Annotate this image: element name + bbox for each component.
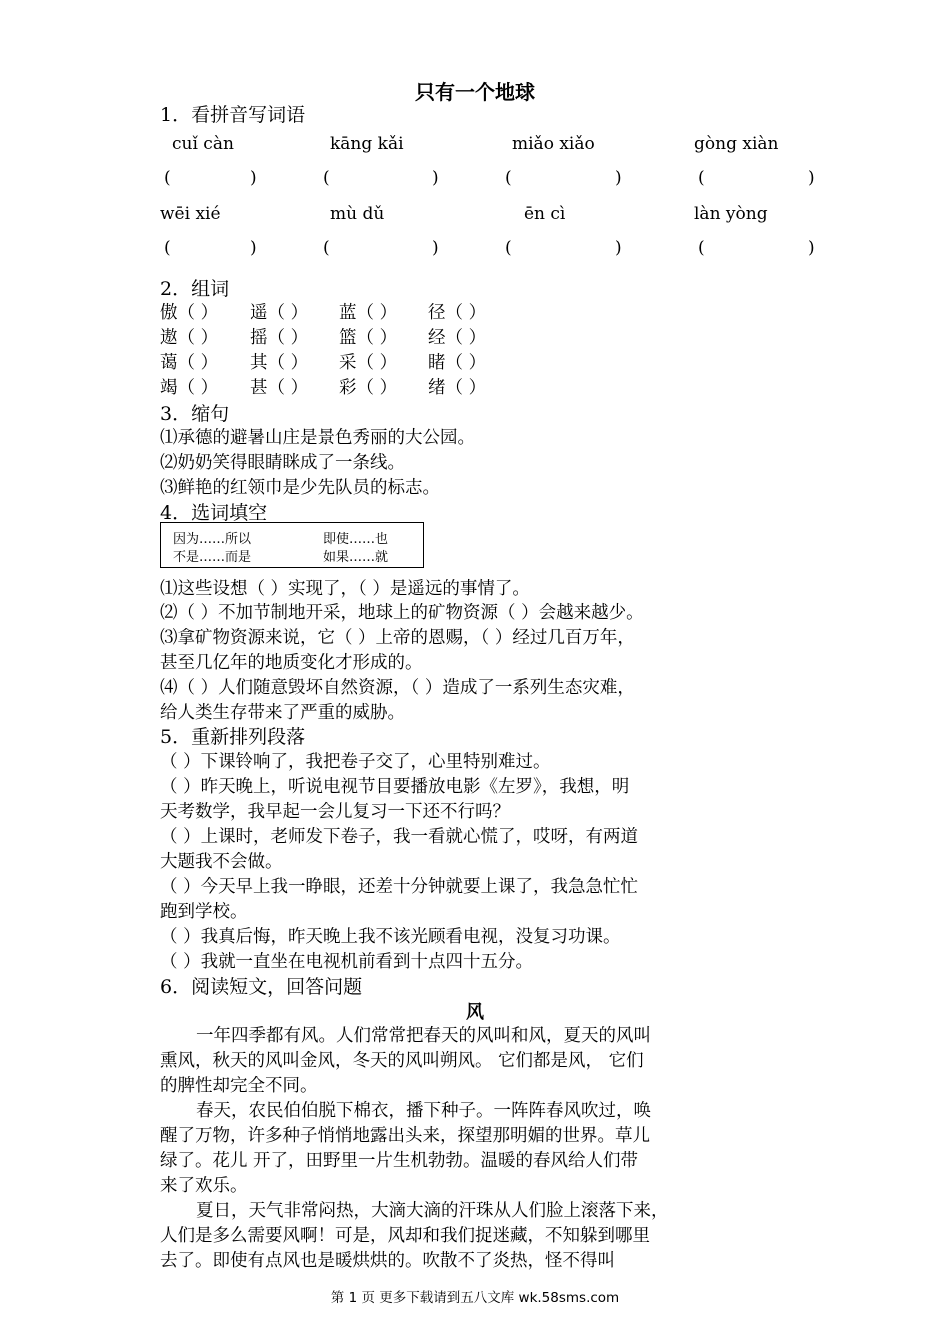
text-line: ⑵（ ）不加节制地开采，地球上的矿物资源（ ）会越来越少。	[160, 603, 644, 623]
word-item: 采（ ）	[339, 353, 398, 373]
word-item: 经（ ）	[428, 328, 487, 348]
pinyin-item: mù dǔ	[330, 204, 385, 224]
word-item: 径（ ）	[428, 303, 487, 323]
word-item: 遥（ ）	[250, 303, 309, 323]
text-line: 大题我不会做。	[160, 852, 283, 872]
pinyin-item: gòng xiàn	[694, 134, 779, 154]
section-6-heading: 6．阅读短文，回答问题	[160, 976, 363, 998]
text-line: 甚至几亿年的地质变化才形成的。	[160, 653, 423, 673]
section-2-heading: 2．组词	[160, 278, 230, 300]
text-line: ⑶鲜艳的红领巾是少先队员的标志。	[160, 478, 440, 498]
word-item: 蔼（ ）	[160, 353, 219, 373]
text-line: 跑到学校。	[160, 902, 248, 922]
word-item: 彩（ ）	[339, 378, 398, 398]
word-item: 竭（ ）	[160, 378, 219, 398]
page-title: 只有一个地球	[415, 80, 535, 104]
answer-paren-close: )	[432, 238, 439, 258]
answer-paren-close: )	[615, 168, 622, 188]
text-line: （ ）下课铃响了，我把卷子交了，心里特别难过。	[160, 752, 551, 772]
word-item: 蓝（ ）	[339, 303, 398, 323]
passage-line: 来了欢乐。	[160, 1176, 248, 1196]
text-line: （ ）昨天晚上，听说电视节目要播放电影《左罗》，我想，明	[160, 777, 630, 797]
word-item: 甚（ ）	[250, 378, 309, 398]
passage-line: 人们是多么需要风啊！可是，风却和我们捉迷藏，不知躲到哪里	[160, 1226, 650, 1246]
section-4-heading: 4．选词填空	[160, 502, 268, 524]
text-line: （ ）今天早上我一睁眼，还差十分钟就要上课了，我急急忙忙	[160, 877, 639, 897]
pinyin-item: làn yòng	[694, 204, 768, 224]
word-item: 绪（ ）	[428, 378, 487, 398]
answer-paren-open: (	[698, 168, 705, 188]
word-choice-box	[160, 522, 424, 568]
passage-line: 一年四季都有风。人们常常把春天的风叫和风，夏天的风叫	[196, 1026, 651, 1046]
pinyin-item: miǎo xiǎo	[512, 134, 595, 154]
pinyin-item: ēn cì	[524, 204, 566, 224]
text-line: 给人类生存带来了严重的威胁。	[160, 703, 405, 723]
answer-paren-open: (	[698, 238, 705, 258]
word-choice: 因为……所以	[173, 532, 252, 547]
pinyin-item: cuǐ càn	[172, 134, 234, 154]
pinyin-item: wēi xié	[160, 204, 221, 224]
answer-paren-open: (	[505, 168, 512, 188]
text-line: ⑷（ ）人们随意毁坏自然资源，（ ）造成了一系列生态灾难，	[160, 678, 635, 698]
answer-paren-open: (	[505, 238, 512, 258]
passage-line: 去了。即使有点风也是暖烘烘的。吹散不了炎热，怪不得叫	[160, 1251, 615, 1271]
passage-line: 夏日，天气非常闷热，大滴大滴的汗珠从人们脸上滚落下来，	[196, 1201, 669, 1221]
passage-line: 熏风，秋天的风叫金风，冬天的风叫朔风。 它们都是风， 它们	[160, 1051, 644, 1071]
text-line: 天考数学，我早起一会儿复习一下还不行吗？	[160, 802, 510, 822]
word-item: 睹（ ）	[428, 353, 487, 373]
text-line: （ ）上课时，老师发下卷子，我一看就心慌了，哎呀，有两道	[160, 827, 639, 847]
passage-line: 春天，农民伯伯脱下棉衣，播下种子。一阵阵春风吹过，唤	[196, 1101, 651, 1121]
text-line: ⑴承德的避暑山庄是景色秀丽的大公园。	[160, 428, 475, 448]
word-item: 傲（ ）	[160, 303, 219, 323]
passage-line: 绿了。花儿 开了，田野里一片生机勃勃。温暖的春风给人们带	[160, 1151, 639, 1171]
answer-paren-close: )	[615, 238, 622, 258]
answer-paren-close: )	[808, 168, 815, 188]
text-line: ⑴这些设想（ ）实现了，（ ）是遥远的事情了。	[160, 579, 530, 599]
answer-paren-open: (	[164, 238, 171, 258]
word-choice: 即使……也	[323, 532, 389, 547]
pinyin-item: kāng kǎi	[330, 134, 404, 154]
text-line: （ ）我真后悔，昨天晚上我不该光顾看电视，没复习功课。	[160, 927, 621, 947]
answer-paren-close: )	[808, 238, 815, 258]
answer-paren-close: )	[250, 168, 257, 188]
page-footer: 第 1 页 更多下载请到五八文库 wk.58sms.com	[330, 1290, 620, 1306]
passage-line: 的脾性却完全不同。	[160, 1076, 318, 1096]
word-item: 篮（ ）	[339, 328, 398, 348]
answer-paren-open: (	[323, 238, 330, 258]
passage-line: 醒了万物，许多种子悄悄地露出头来，探望那明媚的世界。草儿	[160, 1126, 650, 1146]
answer-paren-open: (	[323, 168, 330, 188]
word-choice: 不是……而是	[173, 550, 252, 565]
word-item: 遨（ ）	[160, 328, 219, 348]
text-line: ⑶拿矿物资源来说，它（ ）上帝的恩赐，（ ）经过几百万年，	[160, 628, 635, 648]
section-3-heading: 3．缩句	[160, 403, 230, 425]
section-5-heading: 5．重新排列段落	[160, 726, 306, 748]
answer-paren-open: (	[164, 168, 171, 188]
section-1-heading: 1．看拼音写词语	[160, 104, 306, 126]
text-line: （ ）我就一直坐在电视机前看到十点四十五分。	[160, 952, 534, 972]
passage-title: 风	[466, 1002, 484, 1023]
word-item: 其（ ）	[250, 353, 309, 373]
answer-paren-close: )	[432, 168, 439, 188]
answer-paren-close: )	[250, 238, 257, 258]
word-item: 摇（ ）	[250, 328, 309, 348]
text-line: ⑵奶奶笑得眼睛眯成了一条线。	[160, 453, 405, 473]
word-choice: 如果……就	[323, 550, 389, 565]
